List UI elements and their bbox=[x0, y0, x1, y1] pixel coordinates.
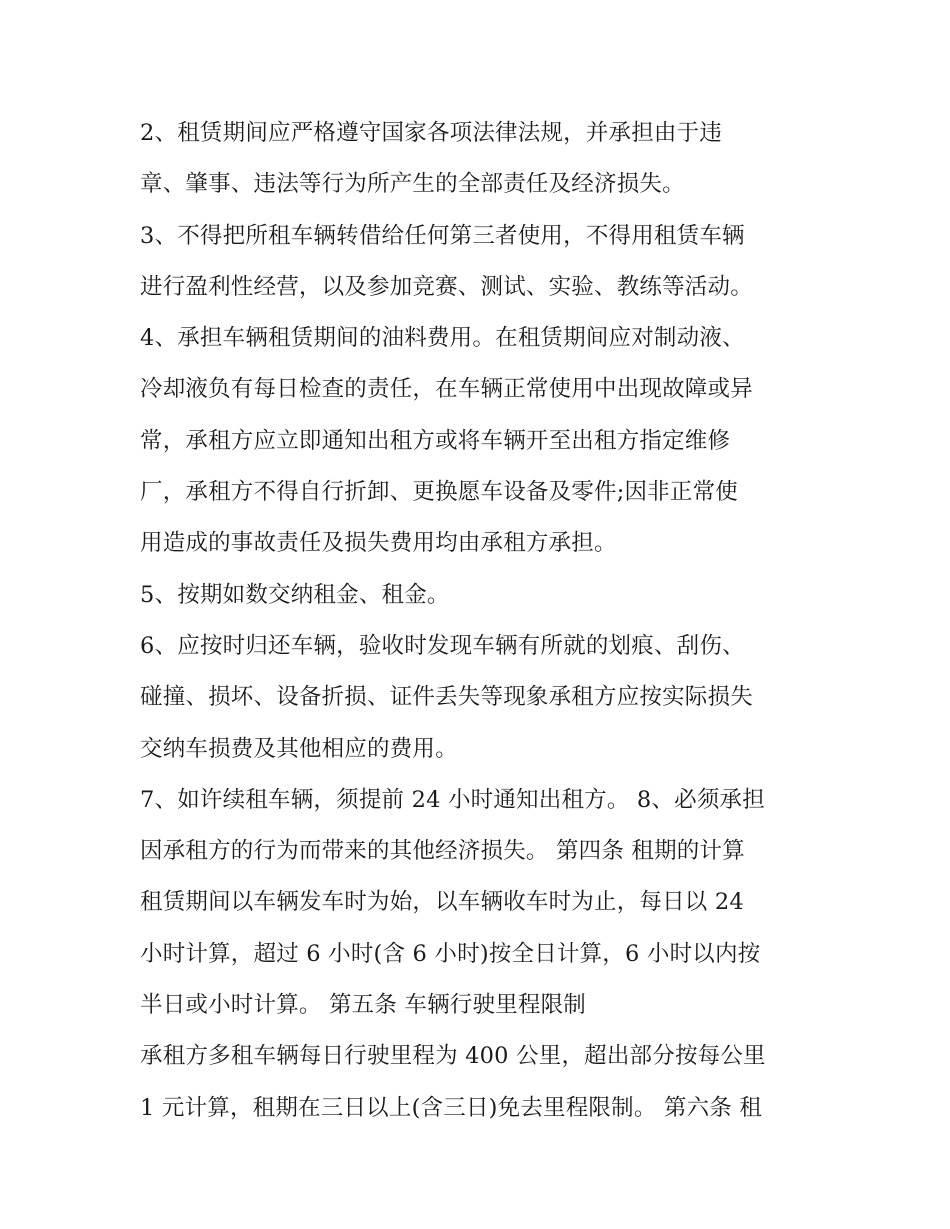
text-line: 因承租方的行为而带来的其他经济损失。 第四条 租期的计算 bbox=[140, 838, 745, 865]
text-line: 7、如许续租车辆，须提前 24 小时通知出租方。 8、必须承担 bbox=[140, 786, 765, 813]
text-line: 小时计算，超过 6 小时(含 6 小时)按全日计算，6 小时以内按 bbox=[140, 940, 761, 967]
text-line: 用造成的事故责任及损失费用均由承租方承担。 bbox=[140, 530, 617, 557]
text-line: 1 元计算，租期在三日以上(含三日)免去里程限制。 第六条 租 bbox=[140, 1094, 763, 1121]
text-line: 碰撞、损坏、设备折损、证件丢失等现象承租方应按实际损失 bbox=[140, 684, 753, 711]
text-line: 进行盈利性经营，以及参加竞赛、测试、实验、教练等活动。 bbox=[140, 273, 753, 300]
document-body bbox=[140, 108, 820, 1134]
text-line: 3、不得把所租车辆转借给任何第三者使用，不得用租赁车辆 bbox=[140, 222, 745, 249]
text-line: 承租方多租车辆每日行驶里程为 400 公里，超出部分按每公里 bbox=[140, 1043, 766, 1070]
text-line: 4、承担车辆租赁期间的油料费用。在租赁期间应对制动液、 bbox=[140, 325, 745, 352]
text-line: 5、按期如数交纳租金、租金。 bbox=[140, 581, 450, 608]
text-line: 6、应按时归还车辆，验收时发现车辆有所就的划痕、刮伤、 bbox=[140, 632, 745, 659]
text-line: 租赁期间以车辆发车时为始，以车辆收车时为止，每日以 24 bbox=[140, 889, 744, 916]
text-line: 半日或小时计算。 第五条 车辆行驶里程限制 bbox=[140, 992, 587, 1019]
text-line: 厂，承租方不得自行折卸、更换愿车设备及零件;因非正常使 bbox=[140, 479, 738, 506]
text-line: 章、肇事、违法等行为所产生的全部责任及经济损失。 bbox=[140, 171, 685, 198]
text-line: 冷却液负有每日检查的责任，在车辆正常使用中出现故障或异 bbox=[140, 376, 753, 403]
text-line: 2、租赁期间应严格遵守国家各项法律法规，并承担由于违 bbox=[140, 120, 723, 146]
text-line: 常，承租方应立即通知出租方或将车辆开至出租方指定维修 bbox=[140, 427, 731, 454]
text-line: 交纳车损费及其他相应的费用。 bbox=[140, 735, 458, 762]
